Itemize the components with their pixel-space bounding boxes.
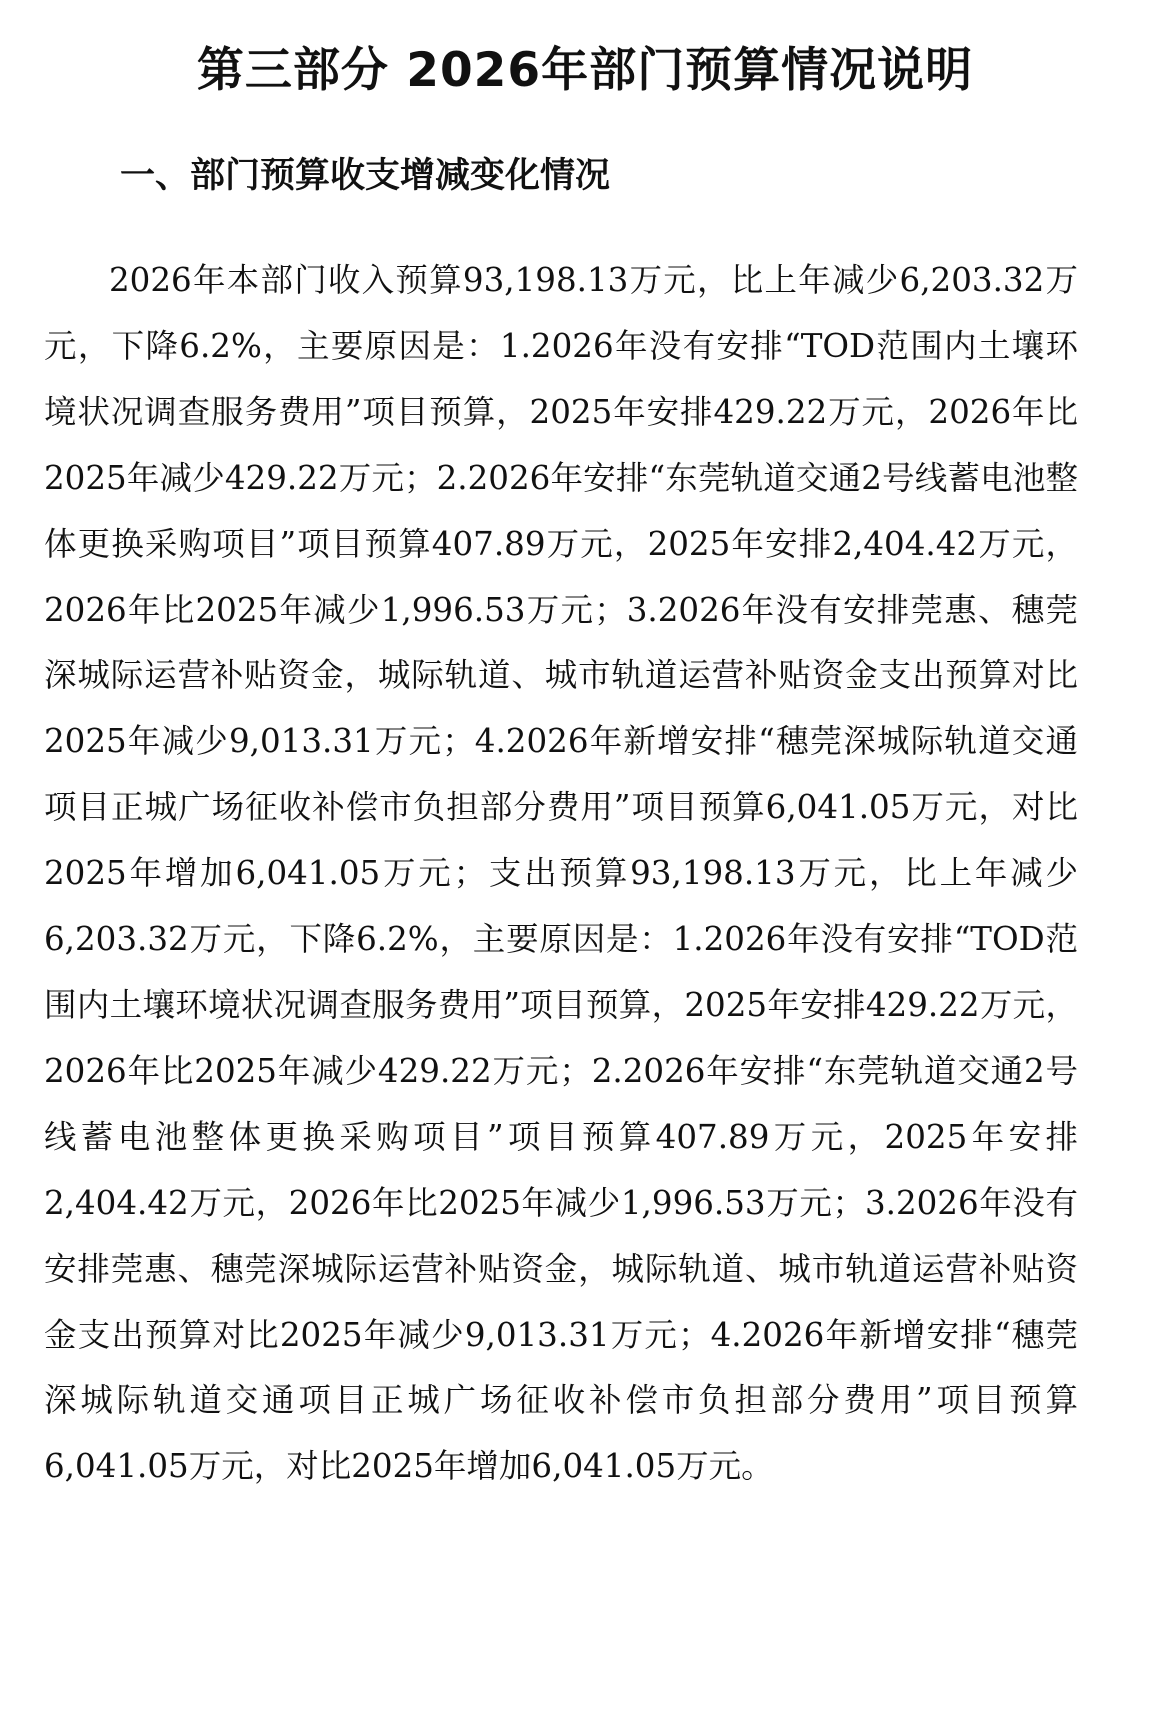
section-heading: 一、部门预算收支增减变化情况 — [120, 156, 611, 196]
body-paragraph: 2026年本部门收入预算93,198.13万元，比上年减少6,203.32万元，下降6.2%，主要原因是：1.2026年没有安排“TOD范围内土壤环境状况调查服务费用”项目预算，2025年安排429.22万元，2026年比2025年减少429.22万元；2.2026年安排“东莞轨道交通2号线蓄电池整体更换采购项目”项目预算407.89万元，2025年安排2,404.42万元，2026年比2025年减少1,996.53万元；3.2026年没有安排莞惠、穗莞深城际运营补贴资金，城际轨道、城市轨道运营补贴资金支出预算对比2025年减少9,013.31万元；4.2026年新增安排“穗莞深城际轨道交通项目正城广场征收补偿市负担部分费用”项目预算6,041.05万元，对比2025年增加6,041.05万元；支出预算93,198.13万元，比上年减少6,203.32万元，下降6.2%，主要原因是：1.2026年没有安排“TOD范围内土壤环境状况调查服务费用”项目预算，2025年安排429.22万元，2026年比2025年减少429.22万元；2.2026年安排“东莞轨道交通2号线蓄电池整体更换采购项目”项目预算407.89万元，2025年安排2,404.42万元，2026年比2025年减少1,996.53万元；3.2026年没有安排莞惠、穗莞深城际运营补贴资金，城际轨道、城市轨道运营补贴资金支出预算对比2025年减少9,013.31万元；4.2026年新增安排“穗莞深城际轨道交通项目正城广场征收补偿市负担部分费用”项目预算6,041.05万元，对比2025年增加6,041.05万元。 — [44, 261, 1078, 1486]
document-title: 第三部分 2026年部门预算情况说明 — [196, 43, 974, 98]
